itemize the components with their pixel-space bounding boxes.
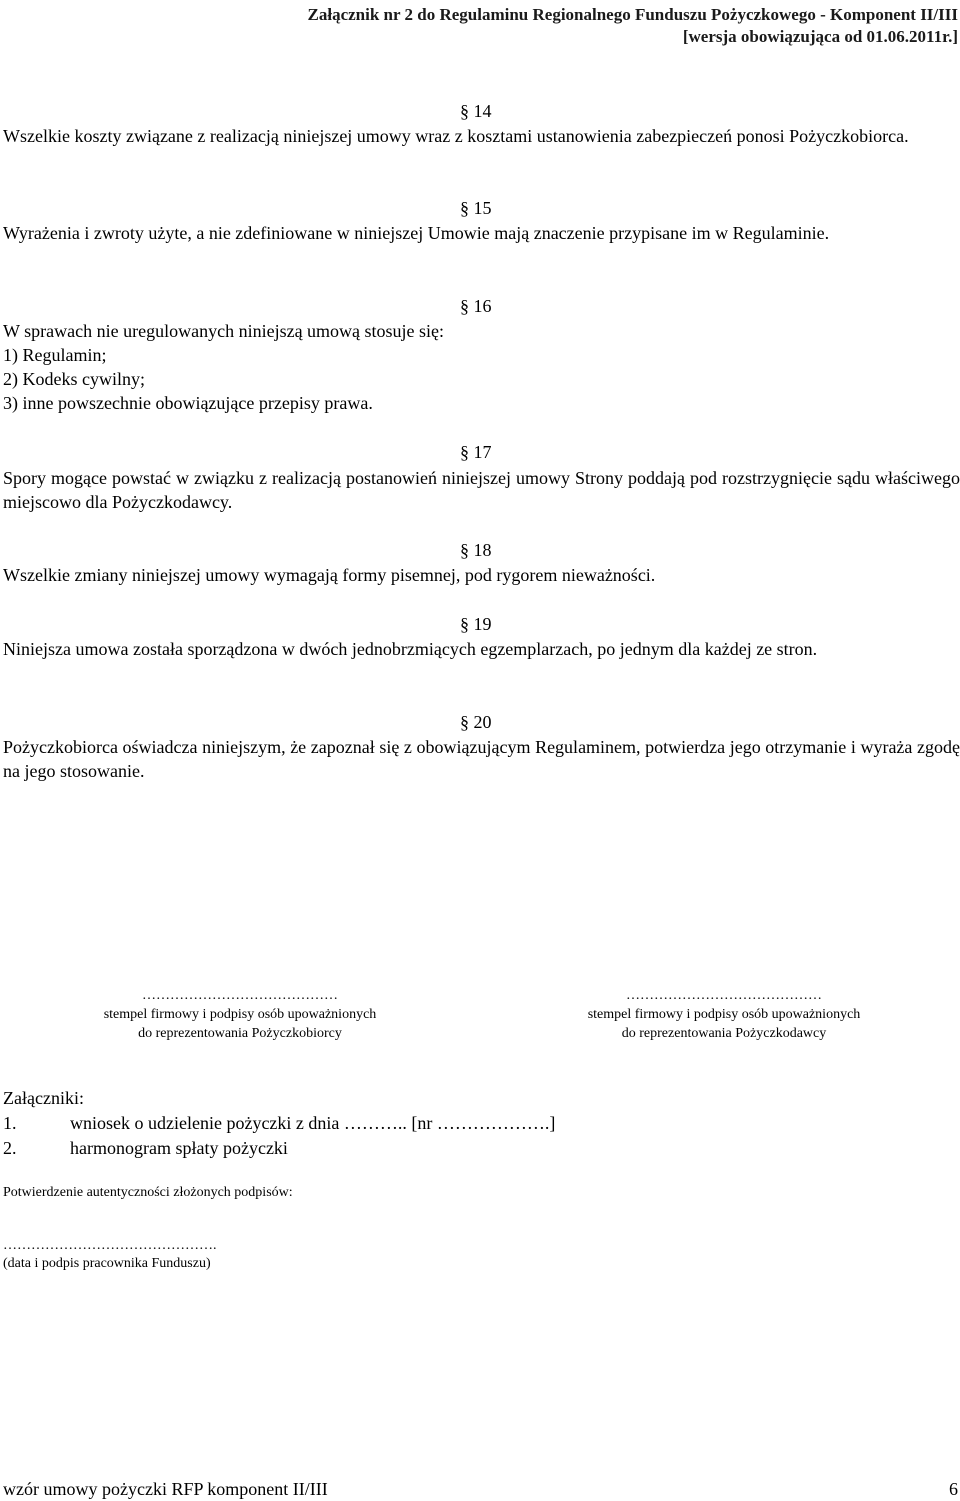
document-header [308, 4, 958, 48]
section-symbol-16: § 16 [460, 296, 492, 316]
list-item [3, 1111, 555, 1136]
signature-caption: stempel firmowy i podpisy osób upoważnionych [103, 1007, 377, 1022]
list-item: 3) inne powszechnie obowiązujące przepisy prawa. [3, 393, 373, 413]
section-text-19: Niniejsza umowa została sporządzona w dwóch jednobrzmiących egzemplarzach, po jednym dla każdej ze stron. [3, 639, 818, 659]
list-item: 1) Regulamin; [3, 345, 107, 365]
list-item-text: harmonogram spłaty pożyczki [70, 1138, 288, 1158]
signature-line: …………………………………… [142, 988, 338, 1003]
list-item-number: 2. [3, 1138, 17, 1158]
signature-caption: do reprezentowania Pożyczkodawcy [621, 1026, 827, 1041]
verification-signature-line: ………………………………………. [3, 1238, 217, 1253]
section-symbol-17: § 17 [460, 442, 492, 462]
verification-label: Potwierdzenie autentyczności złożonych podpisów: [3, 1185, 293, 1200]
list-item: 2) Kodeks cywilny; [3, 369, 145, 389]
attachments-title: Załączniki: [3, 1088, 84, 1108]
list-item [3, 1136, 555, 1161]
header-title: Załącznik nr 2 do Regulaminu Regionalnego Funduszu Pożyczkowego - Komponent II/III [307, 5, 958, 24]
attachments [3, 1086, 555, 1161]
list-item-text: wniosek o udzielenie pożyczki z dnia ……….. [nr ……………….] [70, 1113, 556, 1133]
section-text-20: Pożyczkobiorca oświadcza niniejszym, że zapoznał się z obowiązującym Regulaminem, potwierdza jego otrzymanie i wyraża zgodę na jego stosowanie. [3, 737, 960, 781]
section-symbol-15: § 15 [460, 198, 492, 218]
signature-line: …………………………………… [626, 988, 822, 1003]
section-16-body [3, 319, 960, 415]
section-text-17: Spory mogące powstać w związku z realizacją postanowień niniejszej umowy Strony poddają pod rozstrzygnięcie sądu właściwego miejscowo dla Pożyczkodawcy. [3, 468, 960, 512]
section-text-14: Wszelkie koszty związane z realizacją niniejszej umowy wraz z kosztami ustanowienia zabezpieczeń ponosi Pożyczkobiorca. [3, 126, 909, 146]
section-text-18: Wszelkie zmiany niniejszej umowy wymagają formy pisemnej, pod rygorem nieważności. [3, 565, 656, 585]
signature-caption: stempel firmowy i podpisy osób upoważnionych [587, 1007, 861, 1022]
section-symbol-18: § 18 [460, 540, 492, 560]
section-symbol-14: § 14 [460, 101, 492, 121]
section-symbol-20: § 20 [460, 712, 492, 732]
section-text-16: W sprawach nie uregulowanych niniejszą umową stosuje się: [3, 321, 445, 341]
page-number: 6 [949, 1479, 958, 1499]
signature-block-borrower [70, 986, 410, 1043]
section-text-15: Wyrażenia i zwroty użyte, a nie zdefiniowane w niniejszej Umowie mają znaczenie przypisane im w Regulaminie. [3, 223, 830, 243]
section-symbol-19: § 19 [460, 614, 492, 634]
footer-title: wzór umowy pożyczki RFP komponent II/III [3, 1479, 328, 1499]
list-item-number: 1. [3, 1113, 17, 1133]
signature-caption: do reprezentowania Pożyczkobiorcy [138, 1026, 342, 1041]
header-version: [wersja obowiązująca od 01.06.2011r.] [682, 27, 958, 46]
signature-block-lender [554, 986, 894, 1043]
verification-caption: (data i podpis pracownika Funduszu) [3, 1256, 211, 1271]
